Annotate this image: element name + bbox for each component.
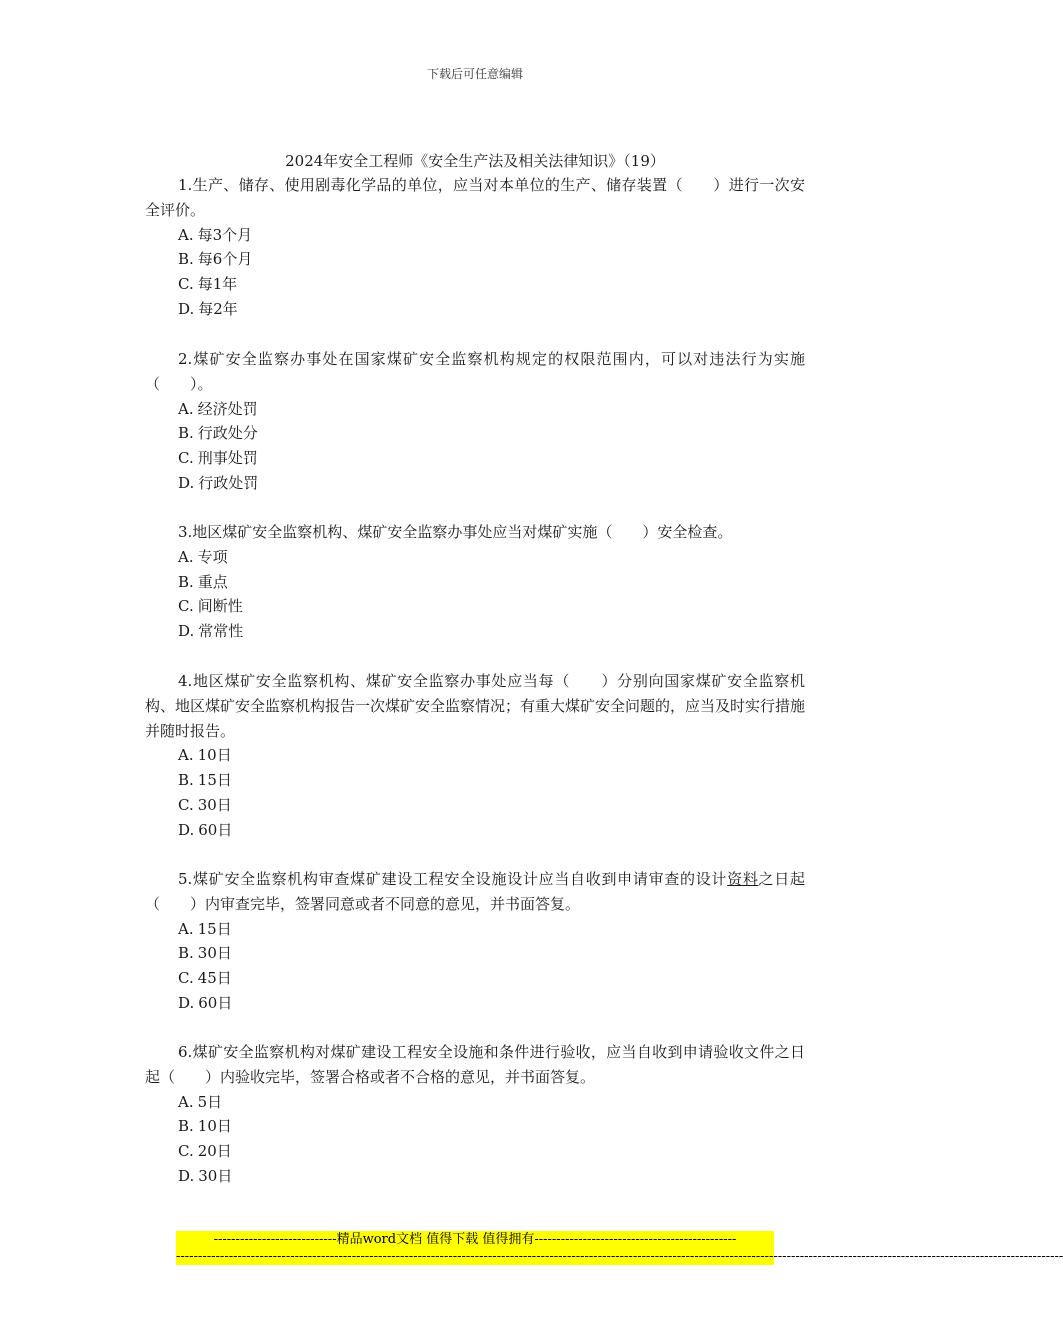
option-d bbox=[145, 471, 805, 496]
question-4 bbox=[145, 669, 805, 843]
option-list bbox=[145, 1090, 805, 1189]
option-a bbox=[145, 545, 805, 570]
option-letter: B. bbox=[178, 424, 194, 443]
option-d bbox=[145, 1164, 805, 1189]
option-text: 每2年 bbox=[198, 299, 238, 318]
option-text: 专项 bbox=[197, 547, 228, 566]
option-c bbox=[145, 272, 805, 297]
option-a bbox=[145, 917, 805, 942]
option-letter: C. bbox=[178, 449, 194, 468]
option-letter: D. bbox=[178, 820, 195, 839]
option-text: 常常性 bbox=[198, 622, 244, 641]
option-text: 20日 bbox=[197, 1142, 232, 1161]
question-stem: 1.生产、储存、使用剧毒化学品的单位，应当对本单位的生产、储存装置（ ）进行一次安全评价。 bbox=[145, 176, 805, 219]
option-letter: B. bbox=[178, 944, 194, 963]
option-a bbox=[145, 397, 805, 422]
option-letter: A. bbox=[178, 1092, 194, 1111]
question-stem bbox=[145, 867, 805, 917]
option-letter: A. bbox=[178, 225, 194, 244]
page-footer bbox=[176, 1231, 1063, 1265]
question-stem: 2.煤矿安全监察办事处在国家煤矿安全监察机构规定的权限范围内，可以对违法行为实施（ ）。 bbox=[145, 350, 805, 393]
question-6 bbox=[145, 1040, 805, 1189]
option-d bbox=[145, 991, 805, 1016]
option-letter: B. bbox=[178, 250, 194, 269]
option-text: 30日 bbox=[197, 944, 232, 963]
option-text: 间断性 bbox=[197, 597, 243, 616]
option-letter: A. bbox=[178, 399, 194, 418]
option-list bbox=[145, 917, 805, 1016]
option-text: 行政处分 bbox=[197, 424, 258, 443]
option-b bbox=[145, 421, 805, 446]
option-text: 每3个月 bbox=[197, 225, 253, 244]
option-letter: C. bbox=[178, 1142, 194, 1161]
option-letter: B. bbox=[178, 1117, 194, 1136]
option-text: 每6个月 bbox=[197, 250, 253, 269]
option-letter: B. bbox=[178, 771, 194, 790]
option-letter: D. bbox=[178, 1166, 195, 1185]
question-stem: 6.煤矿安全监察机构对煤矿建设工程安全设施和条件进行验收，应当自收到申请验收文件之日起（ ）内验收完毕，签署合格或者不合格的意见，并书面答复。 bbox=[145, 1043, 805, 1086]
option-letter: C. bbox=[178, 969, 194, 988]
option-d bbox=[145, 297, 805, 322]
option-letter: A. bbox=[178, 746, 194, 765]
option-b bbox=[145, 570, 805, 595]
option-c bbox=[145, 446, 805, 471]
option-text: 刑事处罚 bbox=[197, 449, 258, 468]
option-text: 60日 bbox=[198, 820, 233, 839]
option-text: 60日 bbox=[198, 993, 233, 1012]
question-3 bbox=[145, 520, 805, 644]
footer-promo-line: ----------------------------精品word文档 值得下载 值得拥有---------------------------------------------- bbox=[176, 1231, 774, 1248]
option-letter: C. bbox=[178, 795, 194, 814]
option-list bbox=[145, 223, 805, 322]
option-list bbox=[145, 545, 805, 644]
option-a bbox=[145, 223, 805, 248]
stem-text: 5.煤矿安全监察机构审查煤矿建设工程安全设施设计应当自收到申请审查的设计 bbox=[178, 870, 728, 888]
option-text: 30日 bbox=[198, 1166, 233, 1185]
option-text: 45日 bbox=[197, 969, 232, 988]
option-letter: D. bbox=[178, 473, 195, 492]
question-5 bbox=[145, 867, 805, 1016]
option-text: 经济处罚 bbox=[197, 399, 258, 418]
option-letter: B. bbox=[178, 572, 194, 591]
option-text: 行政处罚 bbox=[198, 473, 259, 492]
option-text: 5日 bbox=[197, 1092, 223, 1111]
option-text: 15日 bbox=[197, 771, 232, 790]
option-text: 30日 bbox=[197, 795, 232, 814]
option-text: 重点 bbox=[197, 572, 228, 591]
option-a bbox=[145, 743, 805, 768]
option-b bbox=[145, 941, 805, 966]
underlined-term: 资料 bbox=[727, 870, 759, 888]
option-c bbox=[145, 793, 805, 818]
option-letter: D. bbox=[178, 993, 195, 1012]
document-title: 2024年安全工程师《安全生产法及相关法律知识》（19） bbox=[285, 152, 665, 170]
option-letter: C. bbox=[178, 597, 194, 616]
question-1 bbox=[145, 173, 805, 322]
stem-text: 之日起（ ）内审查完毕，签署同意或者不同意的意见，并书面答复。 bbox=[145, 870, 805, 913]
option-letter: D. bbox=[178, 622, 195, 641]
page-header: 下载后可任意编辑 bbox=[426, 67, 523, 81]
footer-divider-line: ---------------------------------------------------------------------------------------------------------------------------------------------------------------------------------------------------------- bbox=[176, 1249, 1063, 1264]
option-text: 10日 bbox=[197, 1117, 232, 1136]
question-2 bbox=[145, 347, 805, 496]
option-d bbox=[145, 818, 805, 843]
option-c bbox=[145, 594, 805, 619]
option-text: 10日 bbox=[197, 746, 232, 765]
option-b bbox=[145, 247, 805, 272]
question-stem: 4.地区煤矿安全监察机构、煤矿安全监察办事处应当每（ ）分别向国家煤矿安全监察机构、地区煤矿安全监察机构报告一次煤矿安全监察情况；有重大煤矿安全问题的，应当及时实行措施并随时报告。 bbox=[145, 672, 806, 740]
option-letter: A. bbox=[178, 919, 194, 938]
option-text: 15日 bbox=[197, 919, 232, 938]
option-a bbox=[145, 1090, 805, 1115]
option-list bbox=[145, 743, 805, 842]
option-text: 每1年 bbox=[197, 275, 238, 294]
option-b bbox=[145, 768, 805, 793]
question-stem: 3.地区煤矿安全监察机构、煤矿安全监察办事处应当对煤矿实施（ ）安全检查。 bbox=[178, 523, 733, 541]
option-letter: C. bbox=[178, 275, 194, 294]
option-b bbox=[145, 1114, 805, 1139]
option-c bbox=[145, 966, 805, 991]
option-letter: D. bbox=[178, 299, 195, 318]
option-letter: A. bbox=[178, 547, 194, 566]
option-c bbox=[145, 1139, 805, 1164]
option-d bbox=[145, 619, 805, 644]
option-list bbox=[145, 397, 805, 496]
